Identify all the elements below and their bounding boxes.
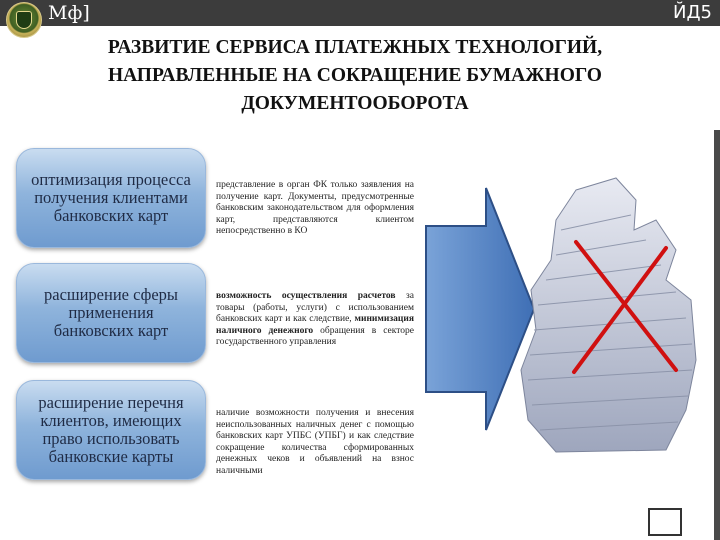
slide-title: РАЗВИТИЕ СЕРВИСА ПЛАТЕЖНЫХ ТЕХНОЛОГИЙ, НАПРАВЛЕННЫЕ НА СОКРАЩЕНИЕ БУМАЖНОГО ДОКУМЕНТООБОРОТА <box>107 37 603 114</box>
desc-2-mid: за товары (работы, услуги) с использованием банковских карт и как следствие, <box>216 291 414 324</box>
item-label-3: расширение перечня клиентов, имеющих право использовать банковские карты <box>16 380 206 480</box>
desc-2-bold-1: возможность осуществления расчетов <box>216 291 396 301</box>
item-description-2 <box>216 291 414 349</box>
item-label-1: оптимизация процесса получения клиентами банковских карт <box>16 148 206 248</box>
item-description-3: наличие возможности получения и внесения неиспользованных наличных денег с помощью банковских карт УПБС (УПБГ) и как следствие сокращение количества сформированных денежных чеков и объявлений на взнос наличными <box>216 408 414 476</box>
paper-stack-icon <box>516 160 702 460</box>
page-number: ЙД5 <box>673 2 712 23</box>
desc-2-tail: обращения в секторе государственного управления <box>216 325 414 347</box>
top-bar <box>0 0 720 26</box>
brand-text: Мф] <box>48 2 90 24</box>
checkbox[interactable] <box>648 508 682 536</box>
right-edge-strip <box>714 130 720 540</box>
item-label-2: расширение сферы применения банковских карт <box>16 263 206 363</box>
item-description-1: представление в орган ФК только заявления на получение карт. Документы, предусмотренные банковским законодательством для оформления карт, представляются клиентом непосредственно в КО <box>216 180 414 236</box>
desc-2-bold-2: минимизация наличного денежного <box>216 314 414 336</box>
emblem-icon <box>6 2 42 38</box>
